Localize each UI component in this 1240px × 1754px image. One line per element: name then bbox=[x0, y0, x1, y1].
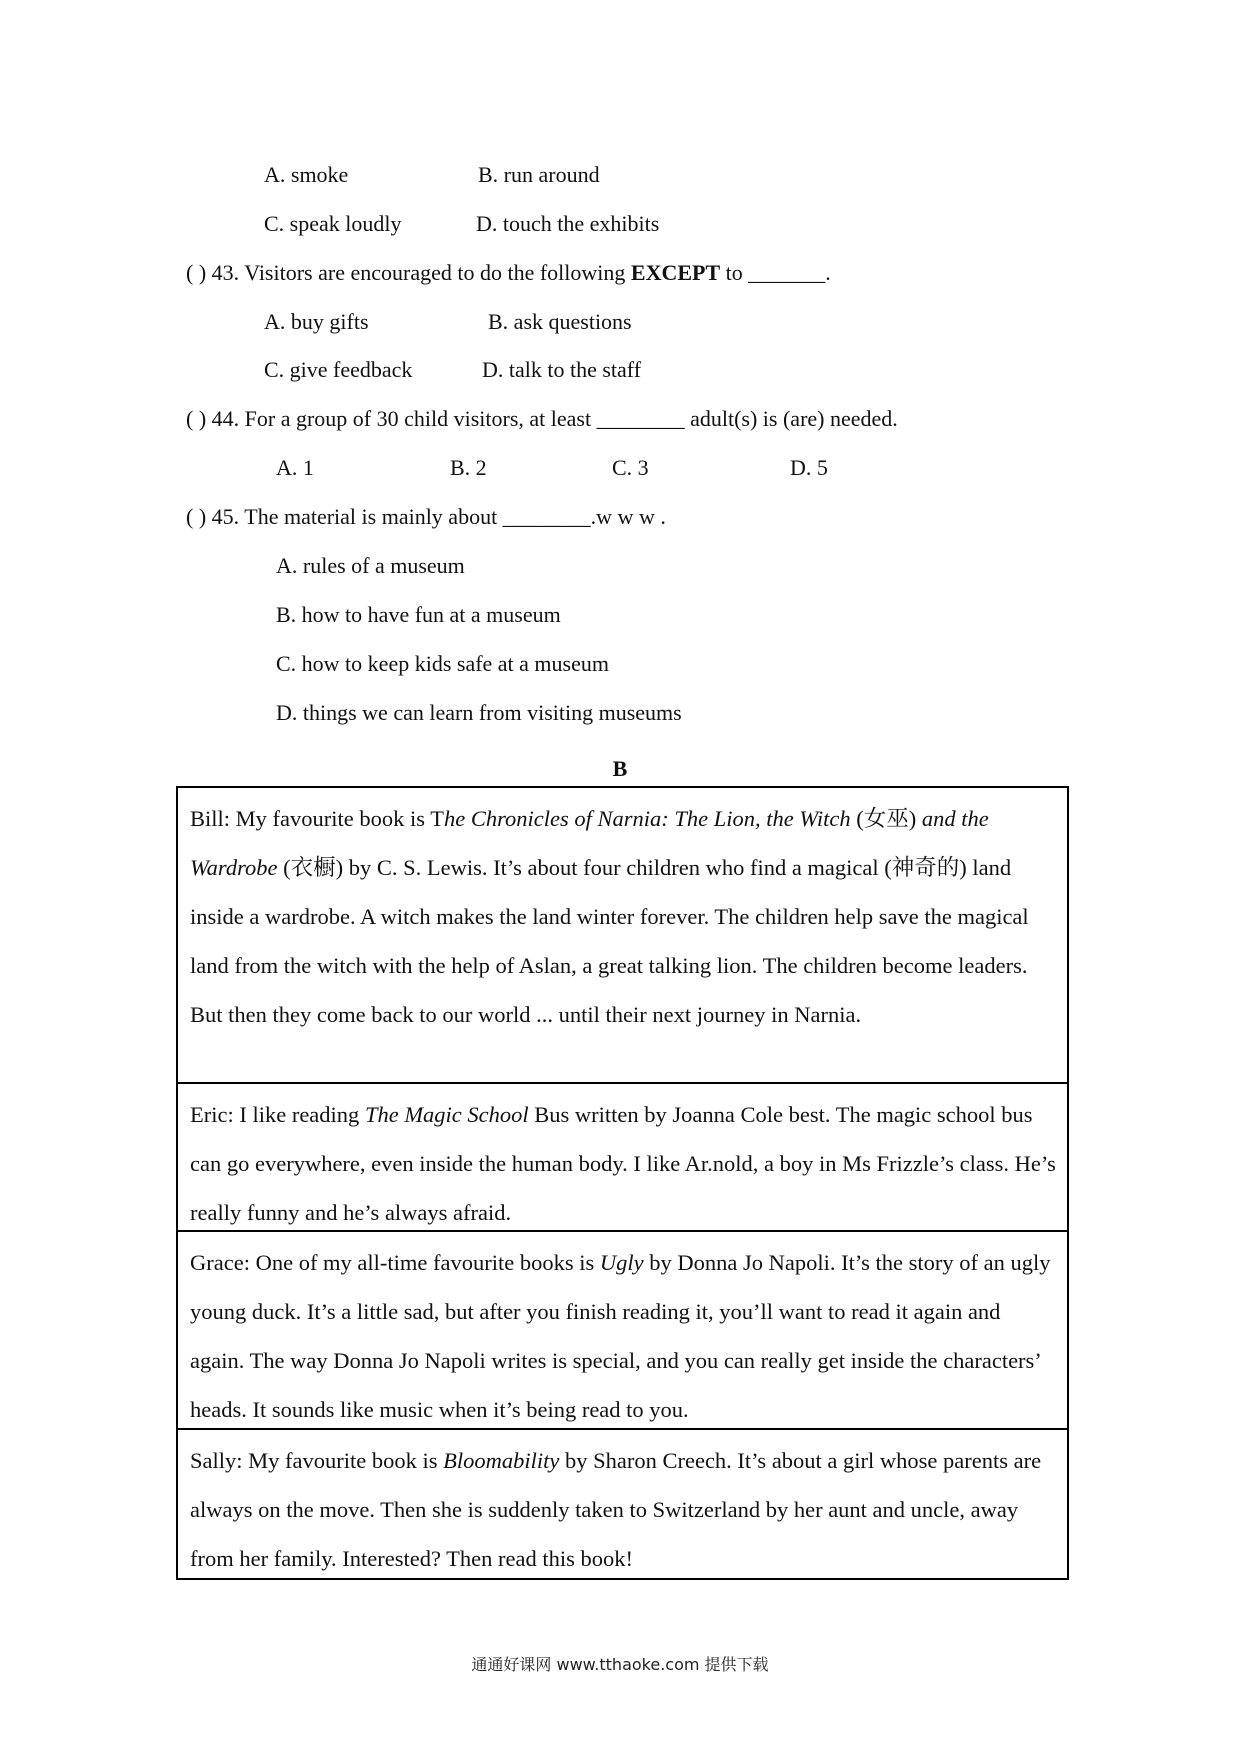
q45-option-b: B. how to have fun at a museum bbox=[276, 602, 561, 627]
question-43 bbox=[186, 262, 831, 284]
review-box-grace bbox=[176, 1230, 1069, 1430]
q44-option-d: D. 5 bbox=[790, 455, 828, 480]
question-43-suffix: to _______. bbox=[720, 260, 831, 285]
review-grace-intro: Grace: One of my all-time favourite books is bbox=[190, 1250, 600, 1275]
q42-option-a: A. smoke bbox=[264, 162, 349, 187]
review-bill-gloss-witch: (女巫) bbox=[850, 806, 922, 831]
review-bill-body: (衣橱) by C. S. Lewis. It’s about four children who find a magical (神奇的) land inside a wardrobe. A witch makes the land winter forever. The children help save the magical land from the witch with the help of Aslan, a great talking lion. The children become leaders. But then they come back to our world ... until their next journey in Narnia. bbox=[190, 855, 1029, 1027]
q43-option-b: B. ask questions bbox=[488, 309, 632, 334]
question-43-emphasis: EXCEPT bbox=[630, 260, 721, 285]
review-sally-intro: Sally: My favourite book is bbox=[190, 1448, 444, 1473]
q44-option-a: A. 1 bbox=[276, 455, 314, 480]
review-box-eric bbox=[176, 1082, 1069, 1232]
q43-option-c: C. give feedback bbox=[264, 357, 413, 382]
review-sally-text bbox=[190, 1436, 1057, 1583]
section-b-title: B bbox=[612, 756, 628, 781]
q44-option-b: B. 2 bbox=[450, 455, 487, 480]
review-bill-text bbox=[190, 794, 1057, 1039]
q45-option-d: D. things we can learn from visiting museums bbox=[276, 700, 682, 725]
review-box-bill bbox=[176, 786, 1069, 1084]
review-grace-body: by Donna Jo Napoli. It’s the story of an ugly young duck. It’s a little sad, but after you finish reading it, you’ll want to read it again and again. The way Donna Jo Napoli writes is special, and you can really get inside the characters’ heads. It sounds like music when it’s being read to you. bbox=[190, 1250, 1051, 1422]
review-eric-book-title: The Magic School bbox=[364, 1102, 529, 1127]
review-bill-intro: Bill: My favourite book is T bbox=[190, 806, 444, 831]
question-45: ( ) 45. The material is mainly about ________.w w w . bbox=[186, 504, 666, 529]
page-footer: 通通好课网 www.tthaoke.com 提供下载 bbox=[471, 1655, 769, 1674]
question-43-prefix: ( ) 43. Visitors are encouraged to do the following bbox=[186, 260, 631, 285]
review-eric-intro: Eric: I like reading bbox=[190, 1102, 365, 1127]
q42-option-b: B. run around bbox=[478, 162, 600, 187]
q44-option-c: C. 3 bbox=[612, 455, 649, 480]
q43-option-d: D. talk to the staff bbox=[482, 357, 642, 382]
review-grace-text bbox=[190, 1238, 1057, 1434]
review-sally-book-title: Bloomability bbox=[443, 1448, 560, 1473]
q45-option-c: C. how to keep kids safe at a museum bbox=[276, 651, 609, 676]
review-sally-body: by Sharon Creech. It’s about a girl whose parents are always on the move. Then she is suddenly taken to Switzerland by her aunt and uncle, away from her family. Interested? Then read this book! bbox=[190, 1448, 1042, 1571]
review-bill-book-title-2: and the Wardrobe bbox=[190, 806, 989, 880]
review-eric-text bbox=[190, 1090, 1057, 1237]
question-44: ( ) 44. For a group of 30 child visitors, at least ________ adult(s) is (are) needed. bbox=[186, 406, 898, 431]
q42-option-c: C. speak loudly bbox=[264, 211, 402, 236]
q42-option-d: D. touch the exhibits bbox=[476, 211, 660, 236]
q43-option-a: A. buy gifts bbox=[264, 309, 369, 334]
review-eric-body: Bus written by Joanna Cole best. The magic school bus can go everywhere, even inside the human body. I like Ar.nold, a boy in Ms Frizzle’s class. He’s really funny and he’s always afraid. bbox=[190, 1102, 1056, 1225]
review-box-sally bbox=[176, 1428, 1069, 1580]
review-bill-book-title-1: he Chronicles of Narnia: The Lion, the Witch bbox=[443, 806, 851, 831]
q45-option-a: A. rules of a museum bbox=[276, 553, 465, 578]
review-grace-book-title: Ugly bbox=[599, 1250, 644, 1275]
